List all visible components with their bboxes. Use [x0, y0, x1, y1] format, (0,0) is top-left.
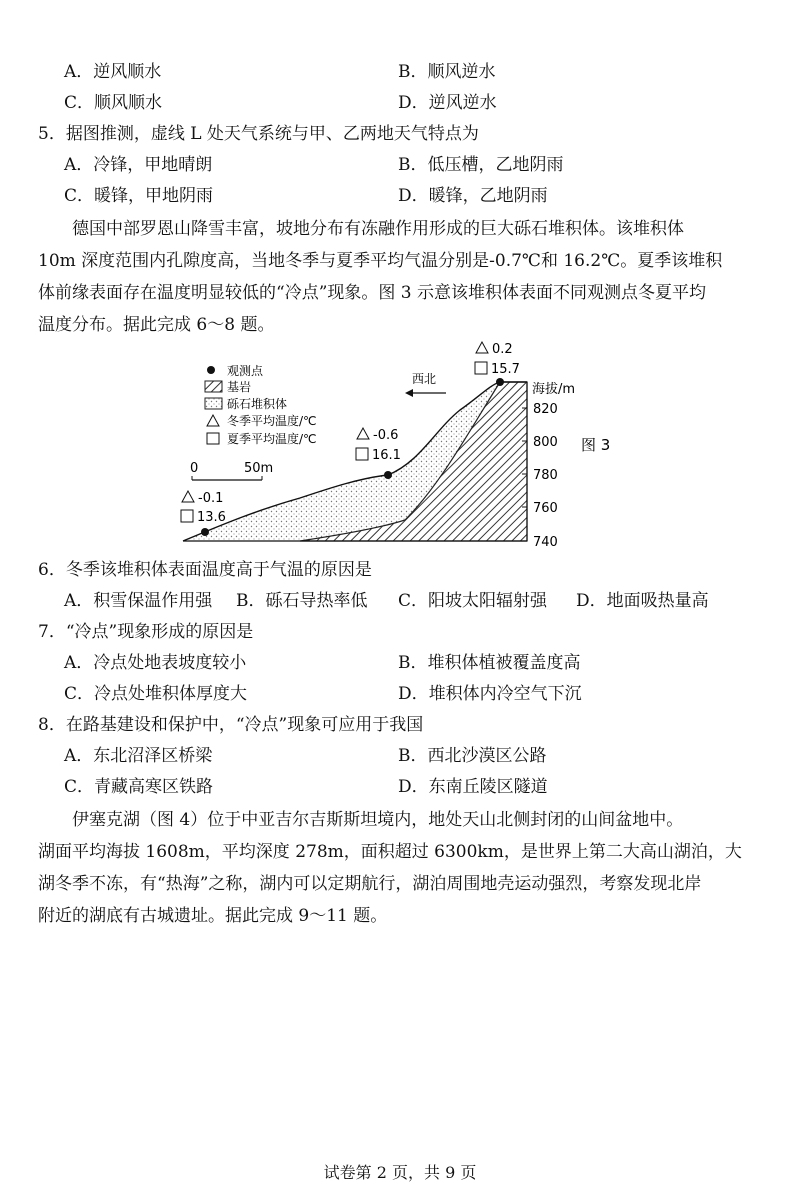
observation-point-3 — [496, 378, 504, 386]
observation-point-2 — [384, 471, 392, 479]
page-footer: 试卷第 2 页，共 9 页 — [323, 1163, 477, 1182]
point-2-winter-value: -0.6 — [373, 428, 399, 443]
q7-option-d: D．堆积体内冷空气下沉 — [398, 684, 582, 704]
passage-1-line-2: 10m 深度范围内孔隙度高，当地冬季与夏季平均气温分别是-0.7℃和 16.2℃。夏季该堆积 — [38, 251, 723, 271]
point-1-winter-value: -0.1 — [198, 491, 224, 506]
q6-option-b: B．砾石导热率低 — [236, 591, 368, 611]
legend-winter-label: 冬季平均温度/℃ — [227, 414, 317, 428]
point-3-winter-icon — [476, 342, 488, 353]
passage-2-line-4: 附近的湖底有古城遗址。据此完成 9～11 题。 — [38, 906, 388, 926]
altitude-tick-820: 820 — [533, 402, 558, 417]
q4-option-b: B．顺风逆水 — [398, 62, 496, 82]
passage-1-line-4: 温度分布。据此完成 6～8 题。 — [38, 315, 275, 335]
point-2-summer-value: 16.1 — [372, 448, 401, 463]
q5-option-b: B．低压槽，乙地阴雨 — [398, 155, 564, 175]
passage-2-line-3: 湖冬季不冻，有“热海”之称，湖内可以定期航行，湖泊周围地壳运动强烈，考察发现北岸 — [38, 874, 702, 894]
q5-option-d: D．暖锋，乙地阴雨 — [398, 186, 548, 206]
q8-option-c: C．青藏高寒区铁路 — [64, 777, 214, 797]
q6-option-c: C．阳坡太阳辐射强 — [398, 591, 548, 611]
direction-label: 西北 — [412, 372, 437, 386]
altitude-tick-780: 780 — [533, 468, 558, 483]
observation-point-1 — [201, 528, 209, 536]
q8-stem: 8．在路基建设和保护中，“冷点”现象可应用于我国 — [38, 715, 424, 735]
passage-2-line-1: 伊塞克湖（图 4）位于中亚吉尔吉斯斯坦境内，地处天山北侧封闭的山间盆地中。 — [72, 810, 684, 830]
altitude-tick-800: 800 — [533, 435, 558, 450]
scale-zero: 0 — [190, 461, 199, 476]
q7-option-c: C．冷点处堆积体厚度大 — [64, 684, 248, 704]
legend-gravel-label: 砾石堆积体 — [227, 397, 288, 411]
point-1-winter-icon — [182, 491, 194, 502]
q4-option-a: A．逆风顺水 — [64, 62, 162, 82]
q4-option-d: D．逆风逆水 — [398, 93, 497, 113]
q8-option-d: D．东南丘陵区隧道 — [398, 777, 548, 797]
q5-stem: 5．据图推测，虚线 L 处天气系统与甲、乙两地天气特点为 — [38, 124, 479, 144]
altitude-tick-740: 740 — [533, 535, 558, 550]
q7-option-b: B．堆积体植被覆盖度高 — [398, 653, 581, 673]
q6-stem: 6．冬季该堆积体表面温度高于气温的原因是 — [38, 560, 372, 580]
figure-caption: 图 3 — [581, 436, 611, 454]
legend-gravel-swatch — [205, 398, 222, 409]
q8-option-a: A．东北沼泽区桥梁 — [64, 746, 213, 766]
q8-option-b: B．西北沙漠区公路 — [398, 746, 547, 766]
figure-3 — [170, 342, 630, 550]
point-3-winter-value: 0.2 — [492, 342, 513, 357]
q5-option-c: C．暖锋，甲地阴雨 — [64, 186, 214, 206]
passage-1 — [38, 213, 762, 341]
point-1-summer-icon — [181, 510, 193, 522]
scale-distance: 50m — [244, 461, 274, 476]
q4-option-c: C．顺风顺水 — [64, 93, 163, 113]
altitude-axis-label: 海拔/m — [532, 382, 576, 397]
point-2-winter-icon — [357, 428, 369, 439]
q7-option-a: A．冷点处地表坡度较小 — [64, 653, 247, 673]
q5-option-a: A．冷锋，甲地晴朗 — [64, 155, 213, 175]
legend-point-symbol — [207, 366, 215, 374]
legend-summer-label: 夏季平均温度/℃ — [227, 432, 317, 446]
passage-1-line-3: 体前缘表面存在温度明显较低的“冷点”现象。图 3 示意该堆积体表面不同观测点冬夏平均 — [38, 283, 707, 303]
passage-2 — [38, 804, 762, 932]
legend-summer-square-icon — [207, 433, 219, 444]
legend-point-label: 观测点 — [227, 364, 264, 378]
q6-option-a: A．积雪保温作用强 — [64, 591, 213, 611]
passage-2-line-2: 湖面平均海拔 1608m，平均深度 278m，面积超过 6300km，是世界上第二大高山湖泊，大 — [38, 842, 742, 862]
legend-winter-triangle-icon — [207, 415, 219, 426]
altitude-tick-760: 760 — [533, 501, 558, 516]
point-3-summer-value: 15.7 — [491, 362, 520, 377]
legend-bedrock-label: 基岩 — [227, 380, 252, 394]
q6-option-d: D．地面吸热量高 — [576, 591, 709, 611]
passage-1-line-1: 德国中部罗恩山降雪丰富，坡地分布有冻融作用形成的巨大砾石堆积体。该堆积体 — [72, 219, 684, 239]
q7-stem: 7．“冷点”现象形成的原因是 — [38, 622, 254, 642]
point-2-summer-icon — [356, 448, 368, 460]
point-1-summer-value: 13.6 — [197, 510, 226, 525]
point-3-summer-icon — [475, 362, 487, 374]
legend-bedrock-swatch — [205, 381, 222, 392]
